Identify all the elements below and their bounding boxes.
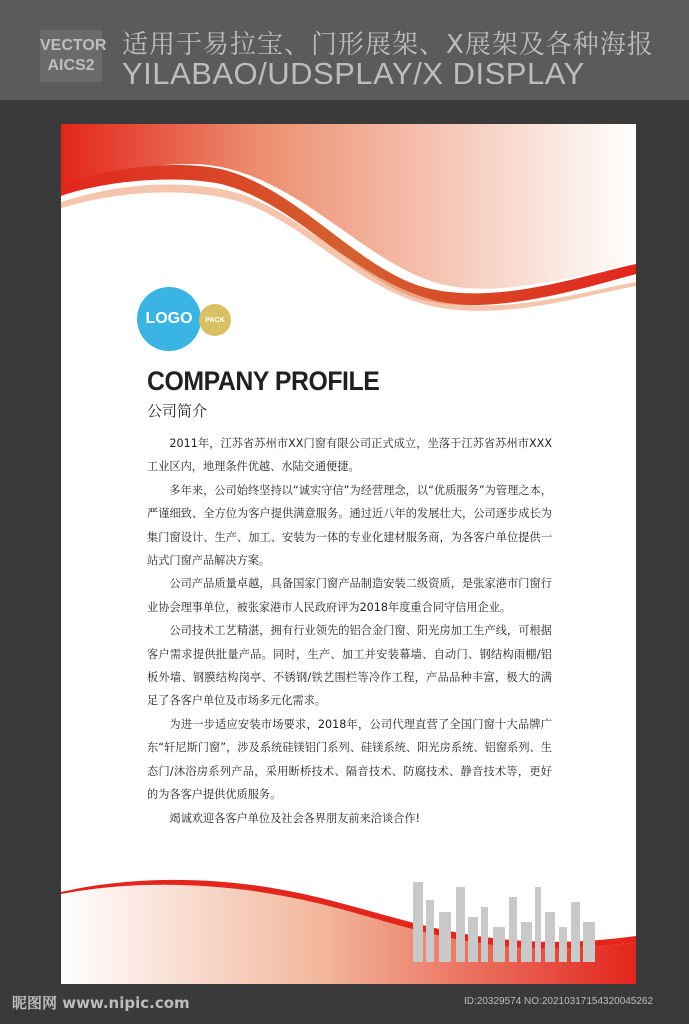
logo-pack: PACK (199, 304, 231, 336)
profile-body (147, 432, 552, 830)
profile-title-cn: 公司简介 (147, 402, 208, 420)
profile-title-en: COMPANY PROFILE (147, 366, 380, 396)
paragraph: 公司产品质量卓越，具备国家门窗产品制造安装二级资质，是张家港市门窗行业协会理事单位，被张家港市人民政府评为2018年度重合同守信用企业。 (147, 577, 552, 614)
badge-line2: AICS2 (47, 57, 95, 74)
top-wave-decoration (61, 124, 636, 314)
badge-line1: VECTOR (40, 37, 107, 54)
banner-title-cn: 适用于易拉宝、门形展架、X展架及各种海报 (122, 30, 654, 60)
paragraph: 公司技术工艺精湛，拥有行业领先的铝合金门窗、阳光房加工生产线，可根据客户需求提供批量产品。同时，生产、加工并安装幕墙、自动门、钢结构雨棚/铝板外墙、钢膜结构岗亭、不锈钢/铁艺围栏等冷作工程，产品品种丰富，极大的满足了各客户单位及市场多元化需求。 (147, 624, 552, 708)
paragraph: 多年来，公司始终坚持以“诚实守信”为经营理念，以“优质服务”为管理之本，严谨细致、全方位为客户提供满意服务。通过近八年的发展壮大，公司逐步成长为集门窗设计、生产、加工、安装为一体的专业化建材服务商，为各客户单位提供一站式门窗产品解决方案。 (147, 483, 552, 568)
poster (61, 124, 636, 984)
image-id-text: ID:20329574 NO:20210317154320045262 (464, 996, 654, 1007)
top-banner (0, 0, 689, 100)
paragraph: 2011年，江苏省苏州市XX门窗有限公司正式成立，坐落于江苏省苏州市XXX工业区内，地理条件优越、水陆交通便捷。 (147, 437, 552, 474)
banner-title-en: YILABAO/UDSPLAY/X DISPLAY (122, 56, 585, 91)
paragraph: 为进一步适应安装市场要求，2018年，公司代理直营了全国门窗十大品牌广东“轩尼斯门窗”，涉及系统硅镁铝门系列、硅镁系统、阳光房系统、铝窗系列、生态门/沐浴房系列产品，采用断桥技术、隔音技术、防腐技术、静音技术等，更好的为各客户提供优质服务。 (147, 717, 552, 802)
vector-badge (40, 30, 107, 82)
watermark-text: 昵图网 www.nipic.com (12, 994, 190, 1012)
logo: LOGO (137, 287, 201, 351)
paragraph: 竭诚欢迎各客户单位及社会各界朋友前来洽谈合作! (169, 811, 421, 825)
city-skyline-illustration (401, 872, 601, 962)
